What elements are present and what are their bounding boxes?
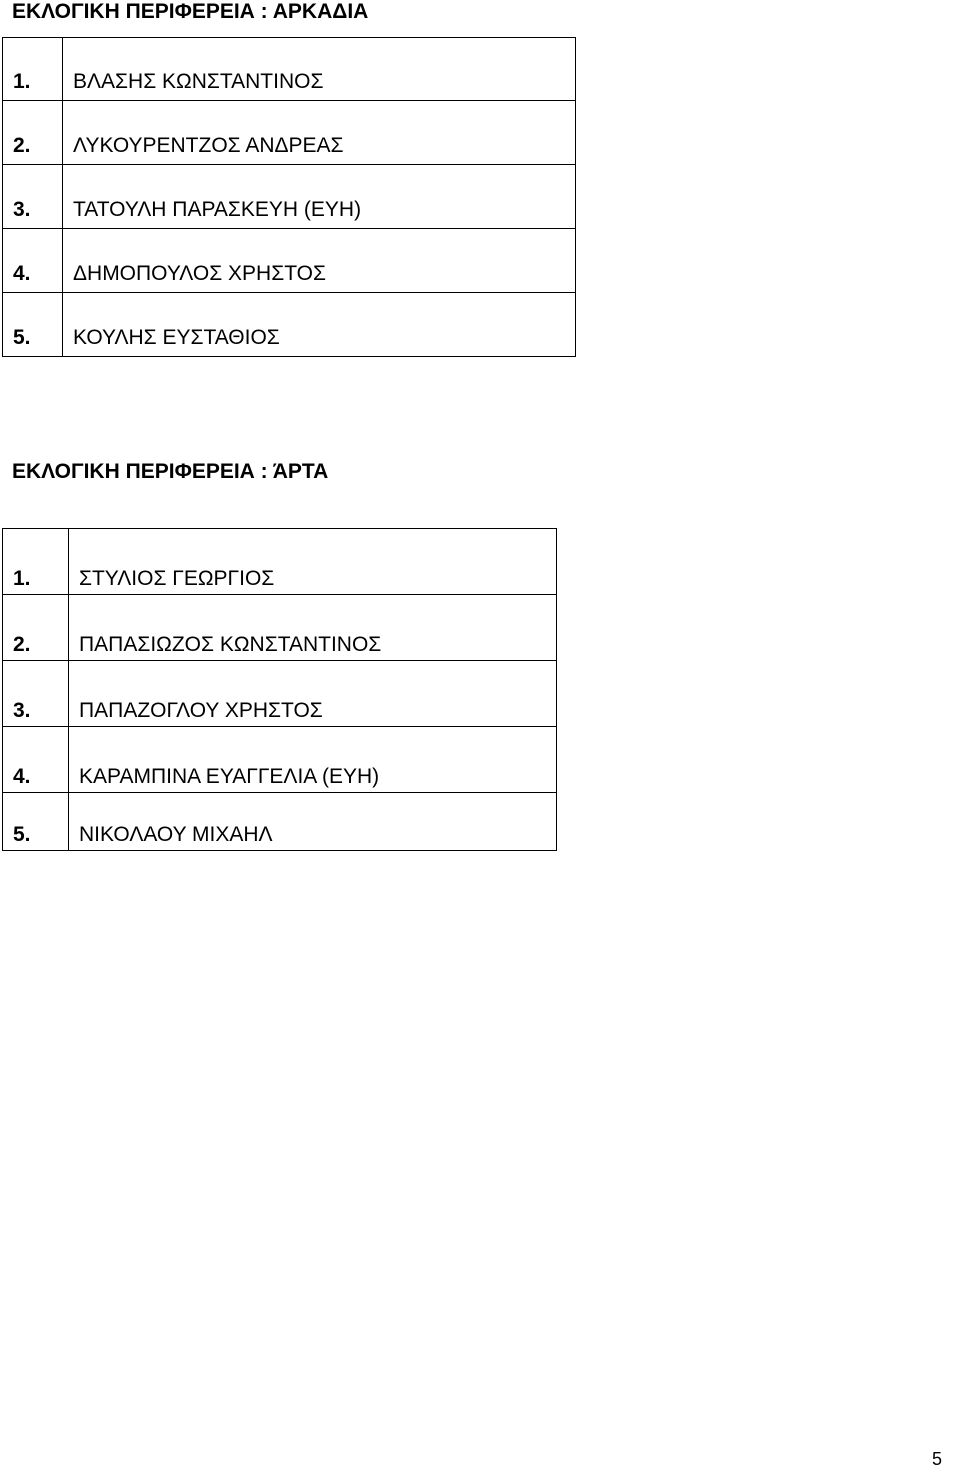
candidate-number: 4. [3,727,69,793]
table-row [3,793,557,851]
candidate-number: 2. [3,595,69,661]
candidate-name: ΠΑΠΑΣΙΩΖΟΣ ΚΩΝΣΤΑΝΤΙΝΟΣ [69,595,557,661]
table-row [3,165,576,229]
candidate-name: ΠΑΠΑΖΟΓΛΟΥ ΧΡΗΣΤΟΣ [69,661,557,727]
table-row [3,595,557,661]
section-heading-arkadia: ΕΚΛΟΓΙΚΗ ΠΕΡΙΦΕΡΕΙΑ : ΑΡΚΑΔΙΑ [12,0,369,23]
candidate-name: ΔΗΜΟΠΟΥΛΟΣ ΧΡΗΣΤΟΣ [63,229,576,293]
section-heading-arta: ΕΚΛΟΓΙΚΗ ΠΕΡΙΦΕΡΕΙΑ : ΆΡΤΑ [12,460,329,483]
table-row [3,529,557,595]
candidate-name: ΤΑΤΟΥΛΗ ΠΑΡΑΣΚΕΥΗ (ΕΥΗ) [63,165,576,229]
candidate-number: 3. [3,165,63,229]
candidate-name: ΝΙΚΟΛΑΟΥ ΜΙΧΑΗΛ [69,793,557,851]
candidate-name: ΚΟΥΛΗΣ ΕΥΣΤΑΘΙΟΣ [63,293,576,357]
candidate-number: 1. [3,38,63,101]
table-row [3,727,557,793]
candidate-name: ΒΛΑΣΗΣ ΚΩΝΣΤΑΝΤΙΝΟΣ [63,38,576,101]
candidates-table-arta [2,528,557,851]
candidate-number: 5. [3,793,69,851]
table-row [3,661,557,727]
candidate-name: ΛΥΚΟΥΡΕΝΤΖΟΣ ΑΝΔΡΕΑΣ [63,101,576,165]
candidate-number: 1. [3,529,69,595]
candidate-number: 3. [3,661,69,727]
candidate-number: 5. [3,293,63,357]
candidate-name: ΣΤΥΛΙΟΣ ΓΕΩΡΓΙΟΣ [69,529,557,595]
table-row [3,229,576,293]
candidate-name: ΚΑΡΑΜΠΙΝΑ ΕΥΑΓΓΕΛΙΑ (ΕΥΗ) [69,727,557,793]
table-row [3,293,576,357]
page-number: 5 [931,1449,942,1469]
table-row [3,38,576,101]
candidate-number: 4. [3,229,63,293]
candidates-table-arkadia [2,37,576,357]
candidate-number: 2. [3,101,63,165]
table-row [3,101,576,165]
